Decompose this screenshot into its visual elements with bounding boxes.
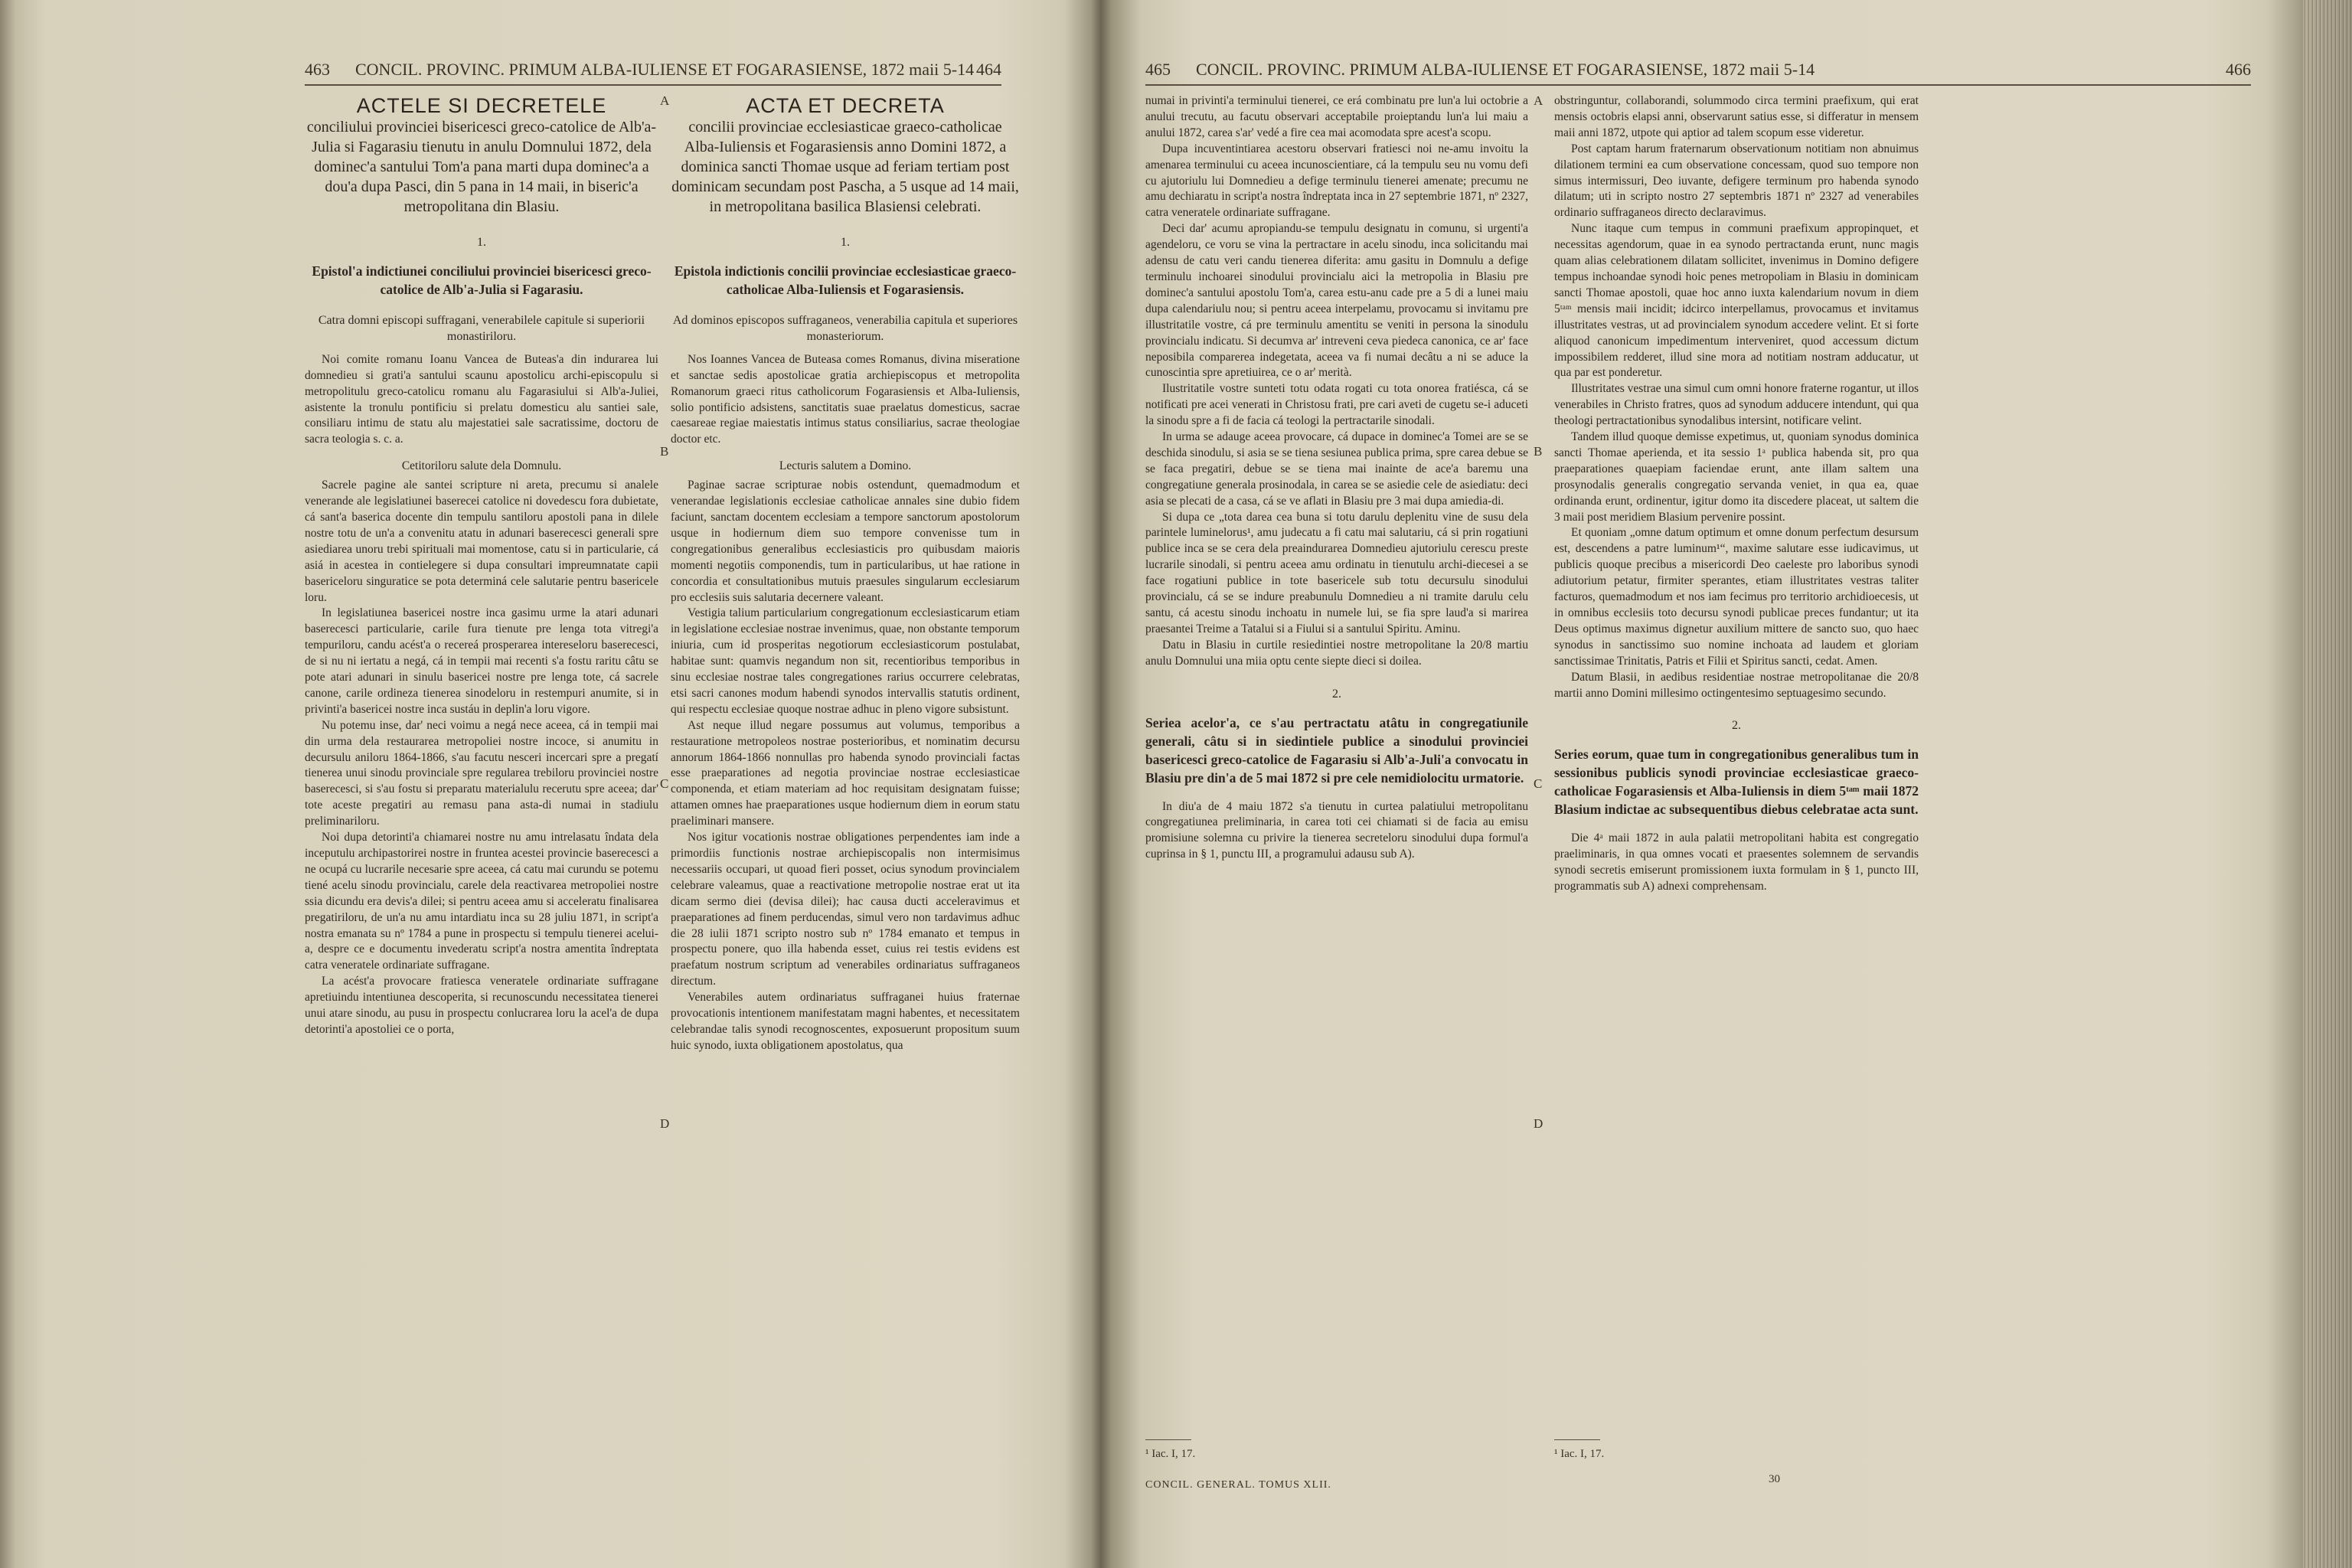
section-number: 1. [477, 235, 486, 249]
paragraph: Et quoniam „omne datum optimum et omne donum perfectum desursum est, descendens a patre luminum¹“, maxime salutare esse iudicavimus, ut publicis quoque precibus a misericordi Deo caeleste pro laboribus synodi adiutorium petatur, firmiter sperantes, etiam illustritates vestras taliter facturos, quemadmodum et nos iam fecimus pro territorio archidioecesis, ut in omnibus ecclesiis toto decursu synodi publicae preces fundantur; ut ita Deus optimus maximus dignetur auxilium mittere de sancto suo, quo haec synodus in sanctissimo suo nomine inchoata ad laudem et gloriam sanctissimae Trinitatis, Patris et Filii et Spiritus sancti, cedat. Amen. [1554, 526, 1919, 668]
running-head [1145, 55, 2251, 86]
paragraph: Post captam harum fraternarum observationum notitiam non abnuimus dilationem termini ea cum observatione concessam, quod suo tempore non simus intermissuri, Deo iuvante, defigere terminum pro habenda synodo dilatum; uti in scripto nostro 27 septembris 1871 nº 2327 ad venerabiles ordinario suffraganeos directo declaravimus. [1554, 142, 1919, 220]
left-page [0, 0, 1095, 1568]
paragraph: In legislatiunea basericei nostre inca gasimu urme la atari adunari baserecesci particularie, carile fura tienute pre lenga tota vitregi'a tempuriloru, candu acést'a o recereá prosperarea intereseloru baserecesci, de si nu ni iertatu a negá, cá in tempii mai recenti s'a fostu raritu câtu se pote atari adunari in sinulu basericei nostre pre lenga tote, cá sacrele canone, carile ordineza tienerea sinodeloru in restempuri anumite, si in privinti'a basericei nostre inca sustáu in deplin'a loru vigore. [305, 606, 658, 716]
salutation: Cetitoriloru salute dela Domnulu. [401, 459, 562, 473]
intro-text: conciliului provinciei bisericesci greco-catolice de Alb'a-Julia si Fagarasiu tienutu in anulu Domnului 1872, dela dominec'a santului Tom'a pana marti dupa dominec'a a dou'a dupa Pasci, din 5 pana in 14 maii, in biseric'a metropolitana din Blasiu. [306, 118, 657, 215]
margin-marker: B [660, 444, 669, 459]
latin-column [1554, 93, 1919, 895]
paragraph: obstringuntur, collaborandi, solummodo circa termini praefixum, qui erat mensis octobris elapsi anni, observarunt satius esse, si differatur in mensem maii anni 1872, utpote qui aptior ad talem scopum esse videretur. [1554, 94, 1919, 139]
paragraph: Si dupa ce „tota darea cea buna si totu darulu deplenitu vine de susu dela parintele luminelorus¹, amu judecatu a fi catu mai salutariu, cá si prin rogatiuni publice inca se se cera dela preaindurarea Domnedieu ajutoriulu cerescu preste lucrarile sinodali, si pentru aceea amu ordinatu in tienutulu archi-diecesei a se face rogatiuni publice in tote basericele sub totu decursulu sinodului provincialu, cá se se indure preabunulu Domnedieu a ni tramite darulu celu santu, cá acestu sinodu inchoatu in numele lui, se fia spre laud'a si marirea praesantei Treime a Tatalui si a Fiului si a santului Spiritu. Aminu. [1145, 510, 1528, 635]
section-subtitle: Epistola indictionis concilii provinciae ecclesiasticae graeco-catholicae Alba-Iuliensis et Fogarasiensis. [674, 263, 1017, 297]
page-number: 463 [305, 60, 330, 79]
section-subtitle: Epistol'a indictiunei conciliului provinciei bisericesci greco-catolice de Alb'a-Julia si Fagarasiu. [312, 263, 652, 297]
intro-text: concilii provinciae ecclesiasticae graeco-catholicae Alba-Iuliensis et Fogarasiensis anno Domini 1872, a dominica sancti Thomae usque ad feriam tertiam post dominicam secundam post Pascha, a 5 usque ad 14 maii, in metropolitana basilica Blasiensi celebrati. [671, 118, 1019, 215]
paragraph: Paginae sacrae scripturae nobis ostendunt, quemadmodum et venerandae legislationis ecclesiae catholicae annales sine dubio fidem faciunt, sanctam docentem ecclesiam a tempore sanctorum apostolorum usque in hodiernum diem suo tempore convenisse tum in congregationibus generalibus ecclesiasticis pro quibusdam maioris momenti negotiis componendis, tum in particularibus, ut hae ratione in concordia et consultationibus mutuis praesules singularum ecclesiarum pro ecclesiis suis salutaria decernere valeant. [671, 479, 1020, 604]
printer-signature: CONCIL. GENERAL. TOMUS XLII. [1145, 1479, 1331, 1491]
section-number: 1. [841, 235, 850, 249]
section-summary: Series eorum, quae tum in congregationibus generalibus tum in sessionibus publicis synodi provinciae ecclesiasticae graeco-catholicae Fogarasiensis et Alba-Iuliensis in diem 5ᵗᵃᵐ maii 1872 Blasium indictae ac subsequentibus diebus celebratae acta sunt. [1554, 746, 1919, 818]
address-line: Catra domni episcopi suffragani, venerabilele capitule si superiorii monastiriloru. [318, 313, 645, 343]
page-edges [2303, 0, 2352, 1568]
salutation: Lecturis salutem a Domino. [779, 459, 912, 473]
margin-marker: C [660, 776, 669, 791]
paragraph: Nos Ioannes Vancea de Buteasa comes Romanus, divina miseratione et sanctae sedis apostolicae gratia archiepiscopus et metropolita Romanorum graeci ritus catholicorum Fogarasiensis et Alba-Iuliensis, solio pontificio adsistens, sanctitatis suae praelatus domesticus, sacrae caesareae regiae maiestatis intimus status consiliarius, sacrae theologiae doctor etc. [671, 352, 1020, 446]
paragraph: La acést'a provocare fratiesca veneratele ordinariate suffragane apretiuindu intentiunea descoperita, si recunoscundu necessitatea tienerei unui atare sinodu, au pusu in prospectu conlucrarea loru la acel'a de dupa detorinti'a apostoliei ce o porta, [305, 975, 658, 1036]
paragraph: Ilustritatile vostre sunteti totu odata rogati cu tota onorea fratiésca, cá se notificati pre acei venerati in Christosu frati, pre cari aveti de cugetu se-i aduceti la sinodu spre a fi de facia cá teologi la pertractarile sinodali. [1145, 382, 1528, 428]
paragraph: Nos igitur vocationis nostrae obligationes perpendentes iam inde a primordiis functionis nostrae archiepiscopalis non intermisimus necessariis occupari, ut quoad fieri posset, ocius synodum provincialem celebrare valeamus, quae a reactivatione metropolie nostrae erat ut ita dicam sermo diei (devisa dilei); hac causa ducti acceleravimus et praeparationes ad finem perducendas, simul vero non tardavimus adhuc die 28 iulii 1871 scripto nostro sub nº 1784 emanato et tempus in prospectu ponere, quo illa habenda esset, cuius rei testis evidens est praefatum nostrum scriptum ad venerabiles ordinariatus suffraganeos directum. [671, 831, 1020, 988]
section-number: 2. [1332, 687, 1341, 701]
paragraph: In diu'a de 4 maiu 1872 s'a tienutu in curtea palatiului metropolitanu congregatiunea preliminaria, in carea toti cei chiamati si de facia au emisu promisiune solemna cu privire la tienerea secreteloru sinodului dupa formul'a cuprinsa in § 1, punctu III, a programului adausu sub A). [1145, 799, 1528, 861]
margin-marker: C [1534, 776, 1543, 791]
header-rule [305, 84, 1001, 86]
paragraph: Sacrele pagine ale santei scripture ni areta, precumu si analele venerande ale legislatiunei baserecei catolice ni dovedescu fora dubietate, cá sant'a baserica docente din tempulu santiloru apostoli pana in dilele nostre totu de un'a a convenitu atatu in adunari baserecesci generali spre asiediarea unoru trebi spirituali mai momentose, catu si in particularie, cá asiá in acestea in contielegere si dupa consultari impreumnatate capii basericeloru singuratice se pota determiná cele salutarie pentru basericele loru. [305, 479, 658, 604]
page-number: 465 [1145, 60, 1171, 79]
header-rule [1145, 84, 2251, 86]
margin-marker: A [660, 93, 670, 108]
paragraph: Tandem illud quoque demisse expetimus, ut, quoniam synodus dominica sancti Thomae aperienda, et ita sessio 1ᵃ publica habenda sit, pro qua praeparationes quaepiam faciendae erunt, ante illam saltem una prosynodalis generalis congregatio servanda veniet, in qua ea, quae ordinanda erunt, ordinentur, igitur domo ita discedere placeat, ut saltem die 3 maii post meridiem Blasium pervenire possint. [1554, 430, 1919, 524]
running-title: CONCIL. PROVINC. PRIMUM ALBA-IULIENSE ET FOGARASIENSE, 1872 maii 5-14 [1196, 60, 1815, 79]
margin-marker: D [660, 1116, 670, 1131]
paragraph: Nunc itaque cum tempus in communi praefixum appropinquet, et necessitas agendorum, quae in ea synodo pertractanda erunt, nunc magis quam alias celebrationem dilatam sollicitet, invenimus in Domino defigere tempus inchoandae synodi hoic penes metropoliam in Blasiu in dominicam sancti Thomae apostoli, quae hoc anno iuxta kalendarium novum in diem 5ᵗᵃᵐ mensis maii incidit; idcirco interpellamus, provocamus et invitamus illustritates vestras, ut ad provincialem synodum accedere velint. Et si forte aliquod canonicum impedimentum interveniret, quod accessum dictum impossibilem redderet, illud sine mora ad notitiam nostram adducatur, ut qua par est ponderetur. [1554, 222, 1919, 380]
footnote-rule [1145, 1439, 1191, 1440]
paragraph: Venerabiles autem ordinariatus suffraganei huius fraternae provocationis intentionem manifestatam magni habentes, et necessitatem celebrandae talis synodi recognoscentes, exposuerunt propositum suum huic synodo, iuxta obligationem apostolatus, qua [671, 991, 1020, 1052]
right-page [1102, 0, 2312, 1568]
footnote-text: ¹ Iac. I, 17. [1554, 1448, 1605, 1460]
footnote-text: ¹ Iac. I, 17. [1145, 1448, 1196, 1460]
paragraph: Noi comite romanu Ioanu Vancea de Buteas'a din indurarea lui domnedieu si grati'a santului scaunu apostolicu archi-episcopulu si metropolitulu greco-catolicu romanu alu Fagarasiului si Alb'a-Juliei, asistente la tronulu pontificiu si prelatu domesticu alu santiei sale, consiliaru intimu de statu alu majestatiei sale sacratissime, doctoru de sacra teologia s. c. a. [305, 352, 658, 446]
paragraph: Die 4ᵃ maii 1872 in aula palatii metropolitani habita est congregatio praeliminaris, in qua omnes vocati et praesentes solemnem de servandis synodi secretis emiserunt promissionem iuxta formulam in § 1, puncto III, programmatis sub A) adnexi comprehensam. [1554, 831, 1919, 893]
section-number: 2. [1732, 719, 1741, 733]
footnote [1145, 1439, 1195, 1461]
sheet-number: 30 [1769, 1473, 1780, 1485]
page-number: 464 [976, 60, 1001, 79]
margin-marker: D [1534, 1116, 1544, 1131]
paragraph: Datum Blasii, in aedibus residentiae nostrae metropolitanae die 20/8 martii anno Domini millesimo octingentesimo septuagesimo secundo. [1554, 670, 1919, 700]
latin-column [671, 93, 1020, 1054]
romanian-column [305, 93, 658, 1038]
margin-marker: B [1534, 444, 1543, 459]
footnote-rule [1554, 1439, 1600, 1440]
paragraph: Deci dar' acumu apropiandu-se tempulu designatu in comunu, si urgenti'a agendeloru, ce voru se vina la pertractare in acelu sinodu, inca solicitandu mai adensu de catu veri candu tienerea diferita: amu gasitu in Domnulu a defige terminulu inchoarei sinodului provincialu aici la metropolia in Blasiu pre dominec'a santului apostolu Tom'a, carea estu-anu cade pre a 5 di a lunei maiu dupa calendariulu nou; si pentru aceea interpelamu, provocamu si invitamu pre illustritatile vostre, cá pre terminulu amentitu se veniti in persona la sinodulu provincialu indicatu. Si decumva ar' intreveni ceva piedeca canonica, ce ar' face neposibila comparerea indegetata, aceea va fi numai decâtu a ni se aduce la cunoscintia spre apretiuirea, ce o ar' merità. [1145, 222, 1528, 380]
romanian-column [1145, 93, 1528, 863]
running-title: CONCIL. PROVINC. PRIMUM ALBA-IULIENSE ET FOGARASIENSE, 1872 maii 5-14 [355, 60, 975, 79]
paragraph: Datu in Blasiu in curtile resiedintiei nostre metropolitane la 20/8 martiu anulu Domnului una miia optu cente siepte dieci si doilea. [1145, 638, 1528, 668]
address-line: Ad dominos episcopos suffraganeos, venerabilia capitula et superiores monasteriorum. [672, 313, 1018, 343]
paragraph: Illustritates vestrae una simul cum omni honore fraterne rogantur, ut illos venerabiles in Christo fratres, quos ad synodum adducere intendunt, qui qua theologi pertractationibus synodalibus intersint, notificare velint. [1554, 382, 1919, 428]
paragraph: numai in privinti'a terminului tienerei, ce erá combinatu pre lun'a lui octobrie a anului trecutu, au facutu observari acceptabile proieptandu lun'a lui maiu a anului 1872, carea s'ar' vedé a fire cea mai acomodata spre acest'a scopu. [1145, 94, 1528, 139]
margin-marker: A [1534, 93, 1544, 108]
paragraph: Vestigia talium particularium congregationum ecclesiasticarum etiam in legislatione ecclesiae nostrae invenimus, quae, non obstante temporum iniuria, cum id prosperitas negotiorum ecclesiasticorum postulabat, habitae sunt: quamvis negandum non sit, recentioribus temporibus in sinu ecclesiae nostrae tales congregationes rarius occurrere celebratas, etsi sacri canones modum habendi synodos intervallis statutis ordinent, qui respectu ecclesiae quoque nostrae adhuc in pleno vigore subsistunt. [671, 606, 1020, 716]
paragraph: Ast neque illud negare possumus aut volumus, temporibus a restauratione metropoleos nostrae posterioribus, et nominatim decursu annorum 1864-1866 nonnullas pro habenda synodo provinciali factas esse praeparationes ad negotia provinciae nostrae ecclesiasticae componenda, et etiam materiam ad hoc requisitam designatam fuisse; attamen omnes hae praeparationes usque hodiernum diem in eorum statu praeliminari mansere. [671, 718, 1020, 828]
section-heading: ACTELE SI DECRETELE [356, 94, 607, 117]
paragraph: Dupa incuventintiarea acestoru observari fratiesci noi ne-amu invoitu la amenarea terminului cu aceea incunoscientiare, cá la tempulu seu nu vomu defi cu ajutoriulu lui Domnedieu a defige terminulu tienerei amenate; precumu ne amu dechiaratu in script'a nostra îndreptata inca in 27 septembrie 1871, nº 2327, catra veneratele ordinariate suffragane. [1145, 142, 1528, 220]
running-head [305, 55, 1001, 86]
paragraph: Noi dupa detorinti'a chiamarei nostre nu amu intrelasatu îndata dela inceputulu archipastorirei nostre in fruntea acestei provincie baserecesci a ne ocupá cu lucrarile necesarie spre aceea, cá catu mai curundu se potemu tiené acelu sinodu provincialu, carele dela reactivarea metropoliei nostre ssia dicundu era devis'a dilei; si pentru aceea amu si acceleratu finalisarea pregatiriloru, de un'a nu amu intardiatu inca su 28 juliu 1871, in script'a nostra emanata su nº 1784 a pune in prospectu si tempulu tienerei acelui-a, despre ce e documentu invederatu script'a nostra amentita îndreptata catra veneratele ordinariate suffragane. [305, 831, 658, 972]
footnote [1554, 1439, 1604, 1461]
section-heading: ACTA ET DECRETA [746, 94, 945, 117]
paragraph: In urma se adauge aceea provocare, cá dupace in dominec'a Tomei are se se deschida sinodulu, si asia se se tiena sesiunea publica prima, spre carea debue se se faca pregatiri, debue se se tiena mai inainte de ace'a baremu una congregatiune generala prosinodala, in carea se se asiedie cele de asiediatu: deci asia se plecati de a casa, cá se ve aflati in Blasiu pre 3 mai dupa amiedia-di. [1145, 430, 1528, 508]
page-number: 466 [2226, 60, 2251, 79]
paragraph: Nu potemu inse, dar' neci voimu a negá nece aceea, cá in tempii mai din urma dela restaurarea metropoliei nostre incoce, si anumitu in decursulu aniloru 1864-1866, s'au facutu nesceri incercari spre a pregatí tienerea unui sinodu provinciale spre regularea trebiloru provinciei nostre baserecesci, si s'au fostu si preparatu materialulu recerutu spre aceea; dar' tote aceste pregatiri au remasu pana asta-di numai in stadiulu preliminariloru. [305, 718, 658, 828]
section-summary: Seriea acelor'a, ce s'au pertractatu atâtu in congregatiunile generali, câtu si in siedintiele publice a sinodului provinciei basericesci greco-catolice de Fagarasiu si Alb'a-Juli'a convocatu in Blasiu pre din'a de 5 mai 1872 si pre cele nemidiolocitu urmatorie. [1145, 714, 1528, 786]
